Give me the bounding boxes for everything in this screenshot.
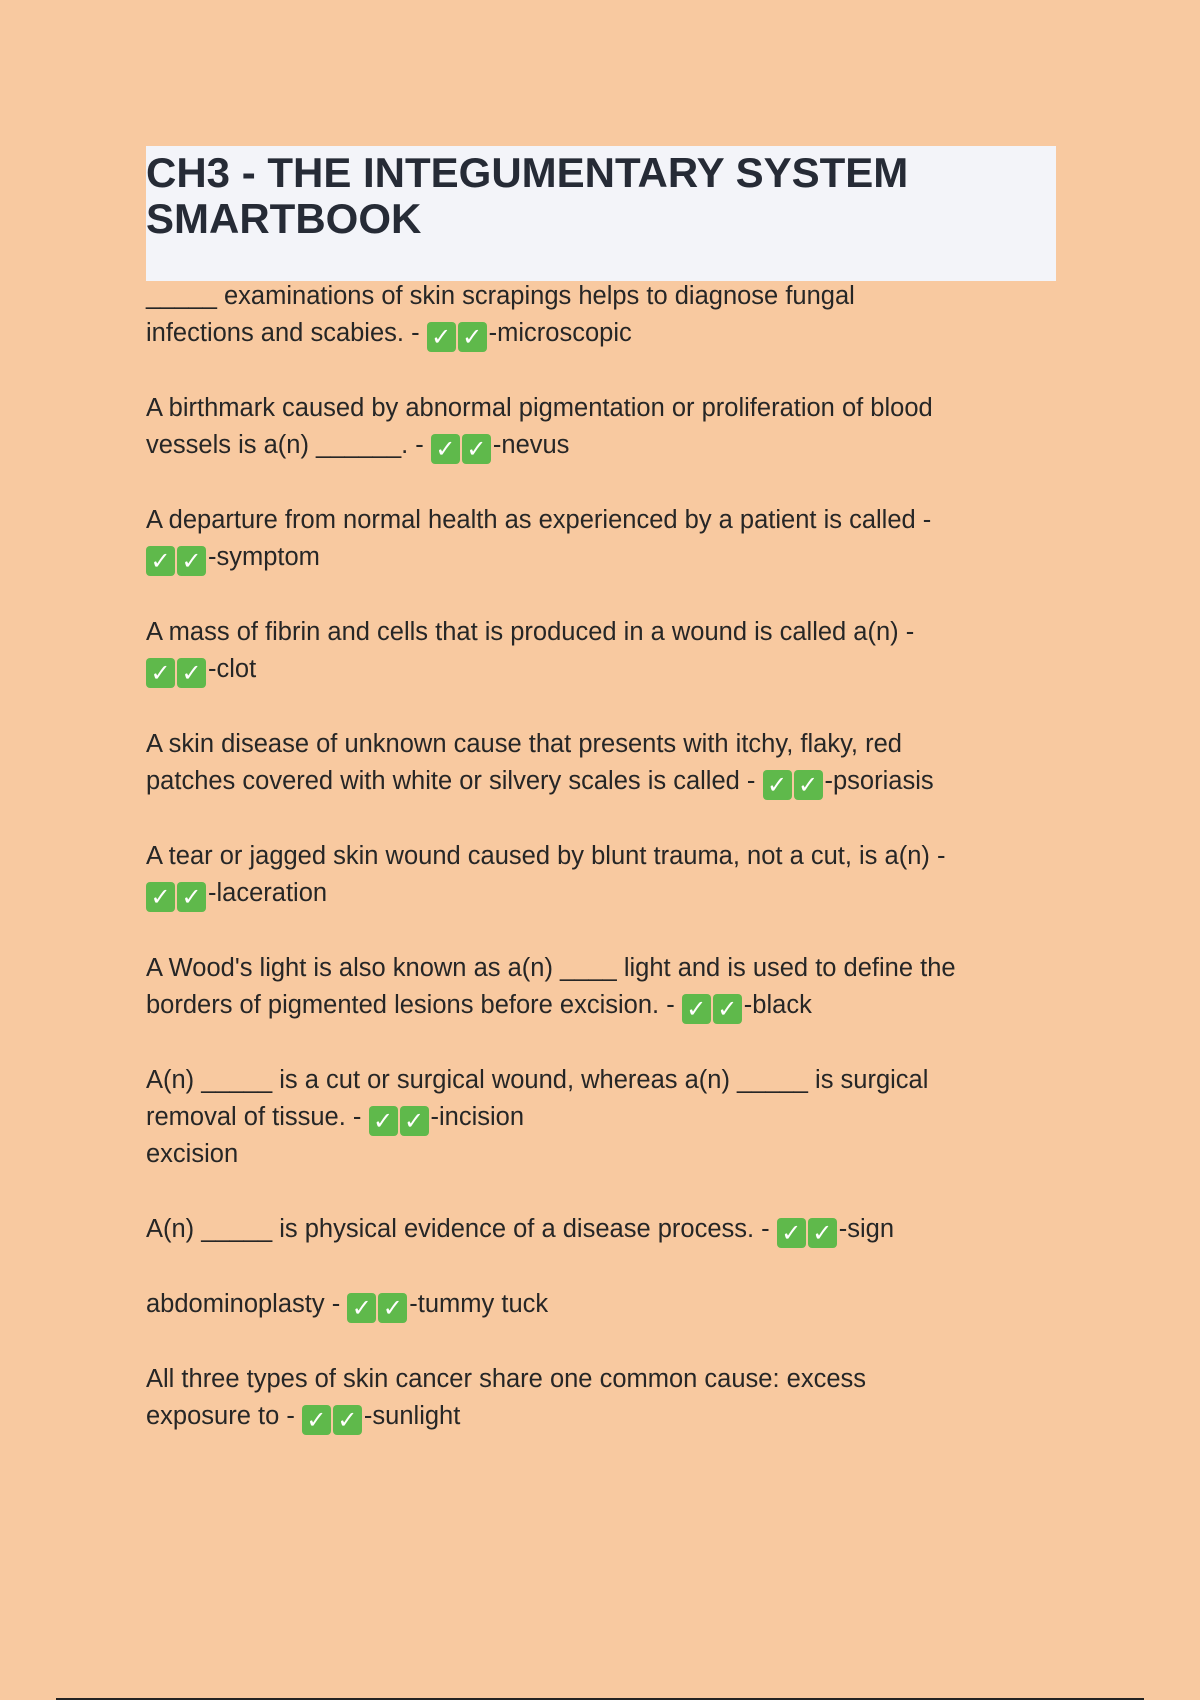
check-mark-icon: ✓ — [794, 770, 823, 800]
check-mark-icon: ✓ — [431, 434, 460, 464]
question-text: A birthmark caused by abnormal pigmentation or proliferation of blood vessels is a(n) ______. - — [146, 394, 933, 459]
check-mark-icon: ✓ — [302, 1405, 331, 1435]
answer-text: -sunlight — [363, 1402, 461, 1430]
question-text: _____ examinations of skin scrapings helps to diagnose fungal infections and scabies. - — [146, 282, 855, 347]
question-text: A tear or jagged skin wound caused by blunt trauma, not a cut, is a(n) - — [146, 842, 946, 870]
answer-text: -microscopic — [488, 319, 632, 347]
question-text: A Wood's light is also known as a(n) ____ light and is used to define the borders of pigmented lesions before excision. - — [146, 954, 956, 1019]
qa-item — [146, 390, 1066, 464]
answer-text: -black — [743, 991, 812, 1019]
question-text: All three types of skin cancer share one common cause: excess exposure to - — [146, 1365, 867, 1430]
check-mark-icon: ✓ — [777, 1218, 806, 1248]
qa-item — [146, 614, 1066, 688]
qa-item — [146, 1062, 1066, 1173]
check-mark-icon: ✓ — [177, 546, 206, 576]
qa-item — [146, 1361, 1066, 1435]
title-box — [146, 146, 1056, 281]
qa-item — [146, 838, 1066, 912]
check-mark-icon: ✓ — [808, 1218, 837, 1248]
check-mark-icon: ✓ — [462, 434, 491, 464]
check-mark-icon: ✓ — [763, 770, 792, 800]
question-text: A departure from normal health as experienced by a patient is called - — [146, 506, 932, 534]
check-mark-icon: ✓ — [369, 1106, 398, 1136]
check-mark-icon: ✓ — [427, 322, 456, 352]
answer-text: -psoriasis — [824, 767, 934, 795]
question-text: A(n) _____ is physical evidence of a disease process. - — [146, 1215, 777, 1243]
qa-item — [146, 726, 1066, 800]
qa-item — [146, 1211, 1066, 1248]
check-mark-icon: ✓ — [146, 546, 175, 576]
check-mark-icon: ✓ — [713, 994, 742, 1024]
check-mark-icon: ✓ — [146, 882, 175, 912]
qa-item — [146, 1286, 1066, 1323]
check-mark-icon: ✓ — [333, 1405, 362, 1435]
check-mark-icon: ✓ — [458, 322, 487, 352]
answer-text: -tummy tuck — [409, 1290, 549, 1318]
check-mark-icon: ✓ — [177, 658, 206, 688]
answer-text: -sign — [838, 1215, 895, 1243]
check-mark-icon: ✓ — [400, 1106, 429, 1136]
answer-text: -incision excision — [146, 1103, 525, 1168]
check-mark-icon: ✓ — [378, 1293, 407, 1323]
check-mark-icon: ✓ — [177, 882, 206, 912]
question-text: A skin disease of unknown cause that presents with itchy, flaky, red patches covered with white or silvery scales is called - — [146, 730, 902, 795]
question-text: A mass of fibrin and cells that is produced in a wound is called a(n) - — [146, 618, 915, 646]
check-mark-icon: ✓ — [682, 994, 711, 1024]
page-title: CH3 - THE INTEGUMENTARY SYSTEM SMARTBOOK — [146, 149, 909, 242]
question-text: A(n) _____ is a cut or surgical wound, whereas a(n) _____ is surgical removal of tissue. - — [146, 1066, 929, 1131]
check-mark-icon: ✓ — [347, 1293, 376, 1323]
answer-text: -nevus — [492, 431, 570, 459]
question-text: abdominoplasty - — [146, 1290, 348, 1318]
qa-item — [146, 950, 1066, 1024]
answer-text: -laceration — [208, 879, 328, 907]
check-mark-icon: ✓ — [146, 658, 175, 688]
qa-list — [146, 278, 1066, 1473]
answer-text: -clot — [208, 655, 257, 683]
qa-item — [146, 278, 1066, 352]
qa-item — [146, 502, 1066, 576]
answer-text: -symptom — [208, 543, 320, 571]
